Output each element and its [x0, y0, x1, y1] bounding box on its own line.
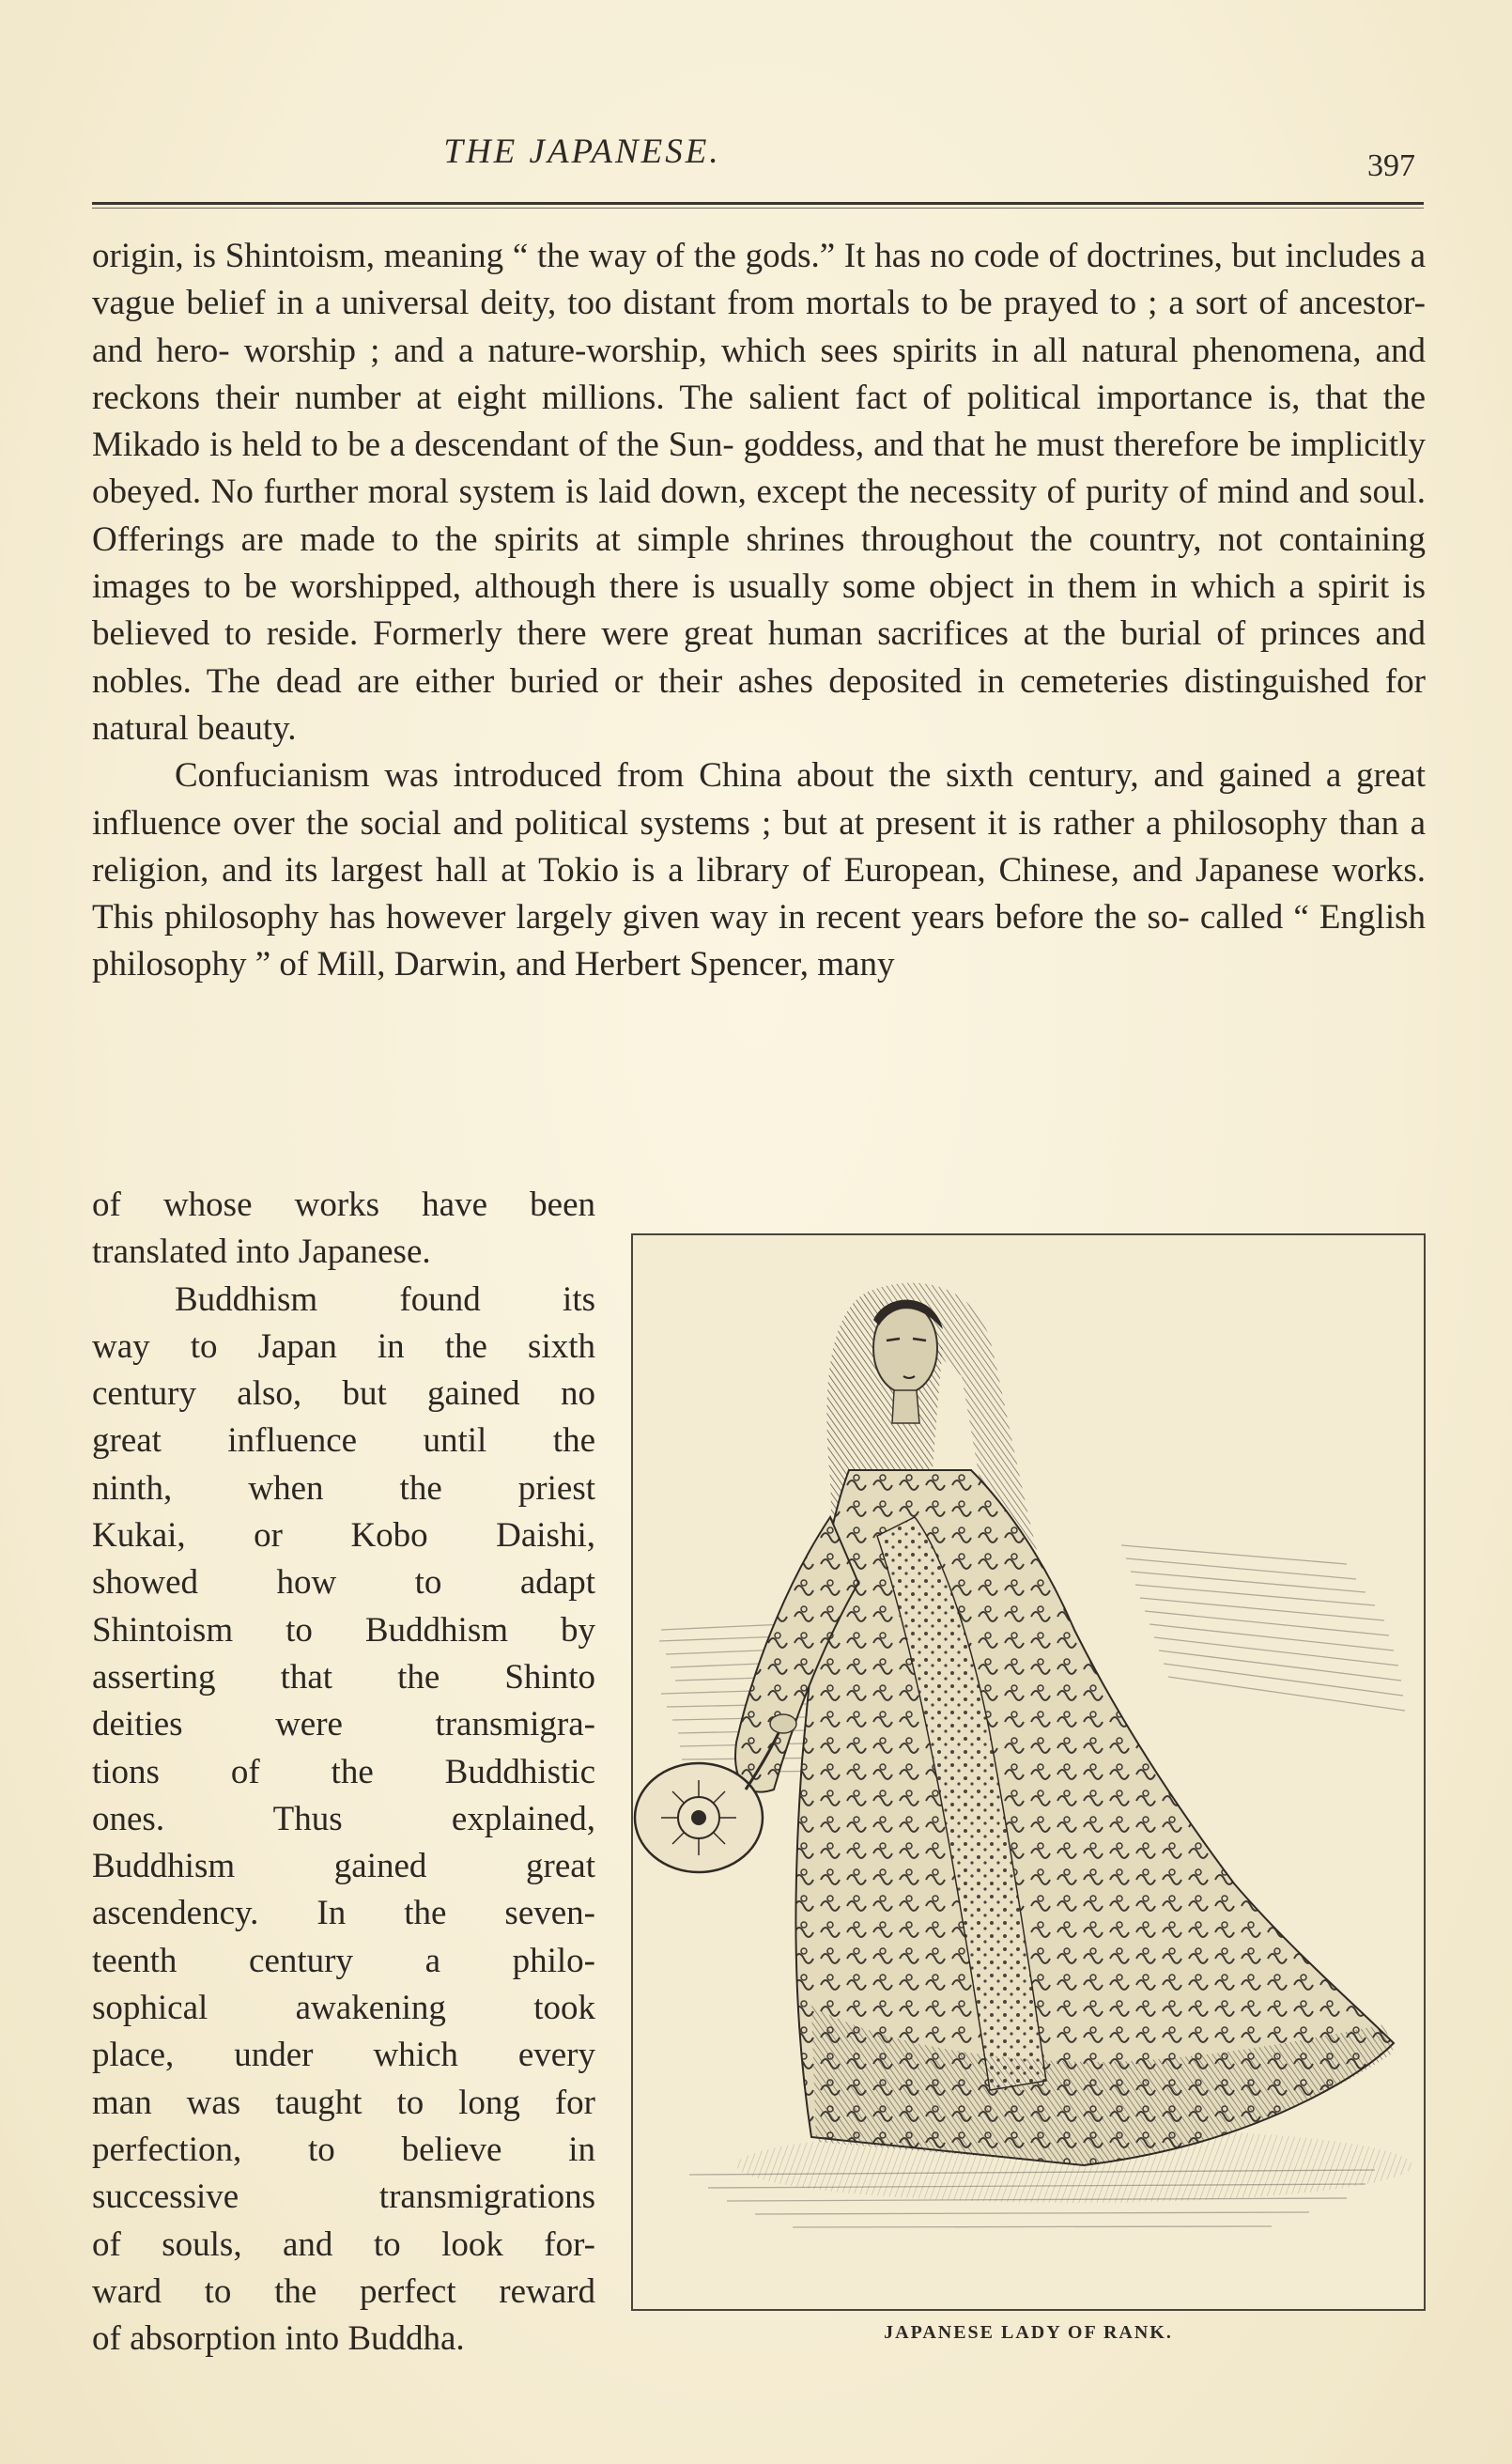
body-text-narrow-column [92, 1182, 595, 2363]
text-line: way to Japan in the sixth [92, 1326, 595, 1366]
text-line: soul. Offerings are made to the spirits at simple shrines throughout the [92, 473, 1427, 559]
text-line: philosophy has however largely given way in recent years before the so- [163, 898, 1200, 938]
text-line: ascendency. In the seven- [92, 1894, 595, 1933]
text-line: translated into Japanese. [92, 1232, 431, 1272]
text-line: sophical awakening took [92, 1989, 595, 2028]
text-line: of whose works have been [92, 1186, 595, 1224]
illustration-frame [631, 1233, 1426, 2311]
text-line: great influence until the [92, 1421, 595, 1461]
text-line: of souls, and to look for- [92, 2224, 595, 2264]
text-line: reckons their number at eight millions. The salient fact of political [92, 378, 1097, 417]
text-line: asserting that the Shinto [92, 1657, 595, 1697]
text-line: Kukai, or Kobo Daishi, [92, 1516, 595, 1556]
text-line: distinguished for natural beauty. [92, 661, 1426, 748]
text-line: doctrines, but includes a vague belief in a universal deity, too distant [92, 237, 1426, 323]
text-line: place, under which every [92, 2036, 595, 2075]
text-line: teenth century a philo- [92, 1941, 595, 1980]
body-text-full-width [92, 233, 1426, 989]
header-rule-thin [92, 208, 1424, 209]
text-line: ninth, when the priest [92, 1468, 595, 1508]
text-line: at present it is rather a philosophy than a religion, and its largest hall at [92, 803, 1426, 890]
text-line: and gained a great influence over the social and political systems ; but [92, 756, 1426, 843]
header-rule [92, 202, 1424, 205]
text-line: called “ English philosophy ” of Mill, Darwin, and Herbert Spencer, many [92, 898, 1426, 984]
text-line: moral system is laid down, except the necessity of purity of mind and [367, 473, 1360, 512]
text-line: importance is, that the Mikado is held to be a descendant of the Sun- [92, 378, 1426, 465]
text-line: perfection, to believe in [92, 2130, 595, 2169]
figure-caption: JAPANESE LADY OF RANK. [884, 2322, 1173, 2343]
text-line: Buddhism found its [175, 1279, 595, 1319]
text-line: ward to the perfect reward [92, 2271, 595, 2311]
text-line: nobles. The dead are either buried or their ashes deposited in cemeteries [92, 661, 1184, 701]
text-line: country, not containing images to be worshipped, although there is [92, 519, 1426, 607]
running-header-title: THE JAPANESE. [443, 132, 721, 171]
text-line: Formerly there were great human sacrifices at the burial of princes and [373, 614, 1427, 654]
text-line: man was taught to long for [92, 2083, 595, 2122]
paragraph-confucianism [92, 752, 1426, 988]
text-line: Buddhism gained great [92, 1847, 595, 1886]
text-line: from mortals to be prayed to ; a sort of ancestor- and hero- worship ; and [92, 284, 1426, 370]
text-line: showed how to adapt [92, 1563, 595, 1603]
text-line: goddess, and that he must therefore be implicitly obeyed. No further [92, 426, 1426, 512]
text-line: Shintoism to Buddhism by [92, 1610, 595, 1650]
text-line: origin, is Shintoism, meaning “ the way of the gods.” It has no code of [92, 237, 1088, 275]
paragraph-shintoism [92, 233, 1426, 752]
text-line: tions of the Buddhistic [92, 1752, 595, 1791]
text-line: of absorption into Buddha. [92, 2319, 465, 2359]
text-line: usually some object in them in which a spirit is believed to reside. [92, 567, 1426, 654]
text-line: deities were transmigra- [92, 1705, 595, 1744]
page-number: 397 [1367, 148, 1415, 183]
text-line: Confucianism was introduced from China about the sixth century, [175, 756, 1154, 796]
text-line: Tokio is a library of European, Chinese, and Japanese works. This [92, 850, 1427, 938]
engraving-japanese-lady-icon [633, 1235, 1424, 2309]
text-line: ones. Thus explained, [92, 1799, 595, 1838]
text-line: successive transmigrations [92, 2177, 595, 2217]
text-line: a nature-worship, which sees spirits in all natural phenomena, and [458, 331, 1426, 370]
text-line: century also, but gained no [92, 1374, 595, 1414]
